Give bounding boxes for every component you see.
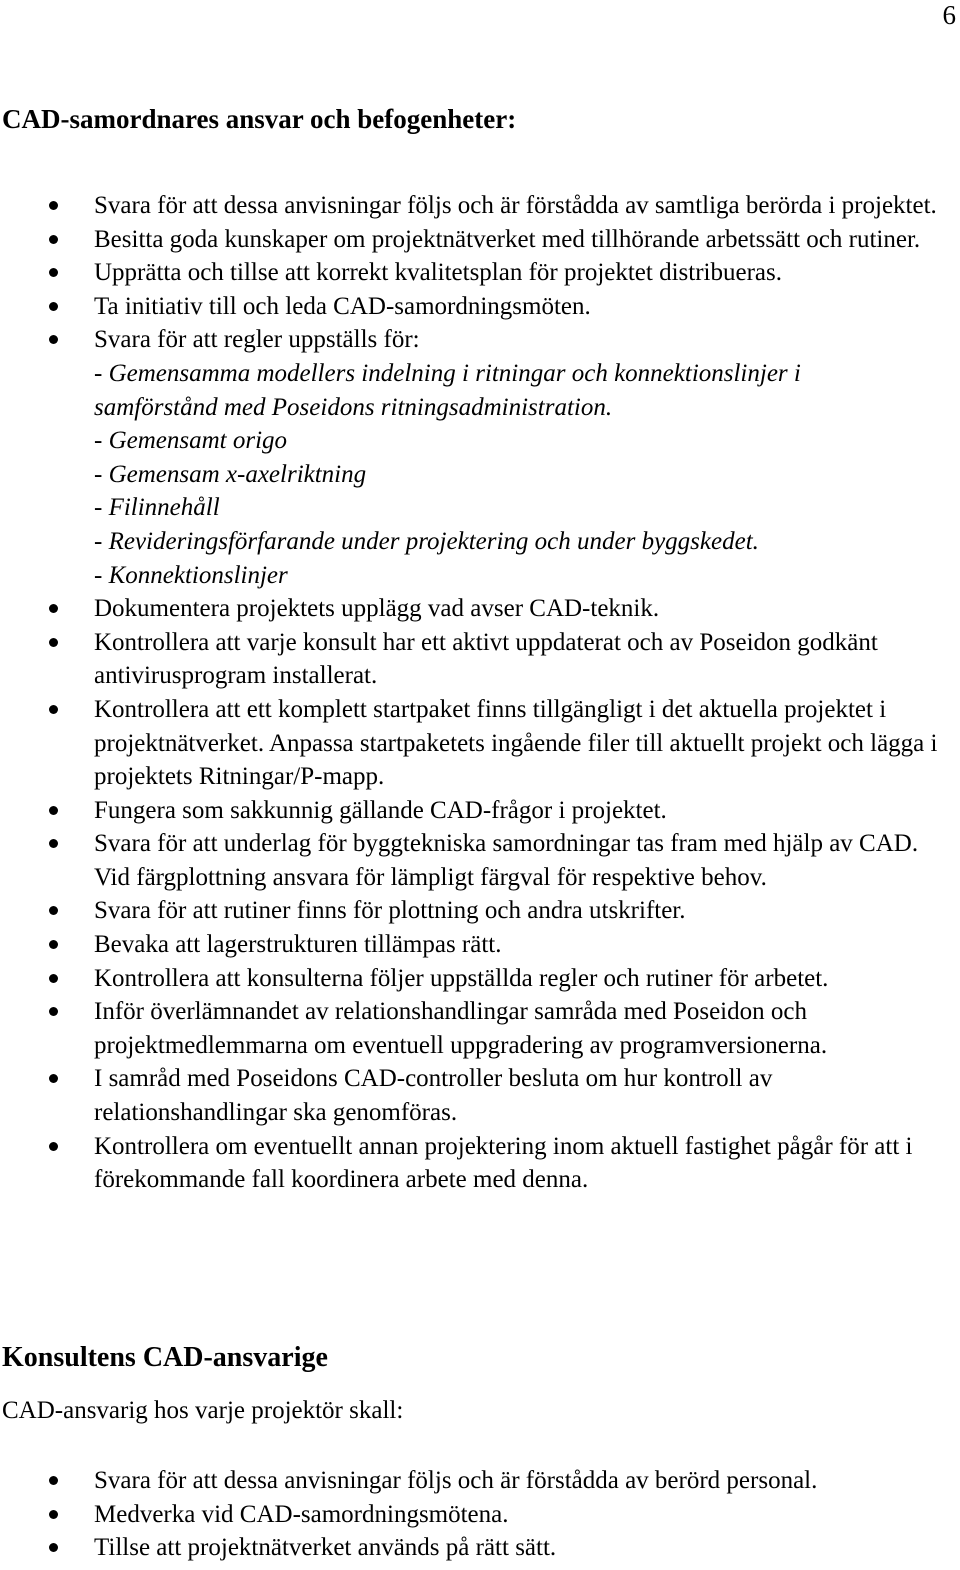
bullet-icon <box>49 839 58 848</box>
rules-subitem: - Gemensamt origo <box>94 427 288 455</box>
list-item <box>0 592 960 626</box>
bullet-icon <box>49 1142 58 1151</box>
list-item <box>0 626 960 693</box>
bullet-icon <box>49 705 58 714</box>
list-item <box>0 256 960 290</box>
list-item-text: Kontrollera att konsulterna följer uppställda regler och rutiner för arbetet. <box>94 964 829 992</box>
bullet-icon <box>49 974 58 983</box>
list-item-text: Svara för att dessa anvisningar följs och är förstådda av berörd personal. <box>94 1467 818 1494</box>
coordinator-responsibilities-list <box>0 189 960 1197</box>
list-item <box>0 1464 960 1498</box>
list-item-text: Svara för att rutiner finns för plottning och andra utskrifter. <box>94 897 686 925</box>
bullet-icon <box>49 1476 58 1485</box>
section-intro: CAD-ansvarig hos varje projektör skall: <box>2 1397 404 1424</box>
list-item <box>0 995 960 1062</box>
list-item-text: Ta initiativ till och leda CAD-samordningsmöten. <box>94 292 591 320</box>
bullet-icon <box>49 604 58 613</box>
bullet-icon <box>49 302 58 311</box>
list-item <box>0 1531 960 1565</box>
section-heading-cad-coordinator: CAD-samordnares ansvar och befogenheter: <box>2 104 517 134</box>
rules-subitem: - Konnektionslinjer <box>94 561 288 589</box>
rules-subitem: - Revideringsförfarande under projektering och under byggskedet. <box>94 527 759 555</box>
list-item <box>0 1130 960 1197</box>
list-item-text: Medverka vid CAD-samordningsmötena. <box>94 1500 509 1528</box>
section-heading-consultant-cad: Konsultens CAD-ansvarige <box>2 1342 328 1373</box>
list-item-text: Svara för att regler uppställs för: <box>94 326 420 354</box>
list-item-text: Bevaka att lagerstrukturen tillämpas rätt. <box>94 931 502 959</box>
list-item <box>0 189 960 223</box>
list-item-text: Kontrollera att ett komplett startpaket finns tillgängligt i det aktuella projektet i projektnätverket. Anpassa startpaketets ingående filer till aktuellt projekt och lägga i projektets Ritningar/P-mapp. <box>94 695 938 791</box>
list-item-text: Inför överlämnandet av relationshandlingar samråda med Poseidon och projektmedlemmarna om eventuell uppgradering av programversionerna. <box>94 998 828 1059</box>
list-item <box>0 928 960 962</box>
rules-subitem: - Gemensam x-axelriktning <box>94 460 367 488</box>
list-item <box>0 794 960 828</box>
rules-subitem: - Gemensamma modellers indelning i ritningar och konnektionslinjer i <box>94 359 801 387</box>
page-number: 6 <box>942 0 956 30</box>
list-item-text: Kontrollera om eventuellt annan projektering inom aktuell fastighet pågår för att i förekommande fall koordinera arbete med denna. <box>94 1132 913 1194</box>
list-item <box>0 693 960 794</box>
list-item <box>0 827 960 894</box>
bullet-icon <box>49 1543 58 1552</box>
list-item <box>0 1498 960 1532</box>
list-item-text: Kontrollera att varje konsult har ett aktivt uppdaterat och av Poseidon godkänt antivirusprogram installerat. <box>94 628 878 690</box>
consultant-responsibilities-list <box>0 1464 960 1565</box>
list-item-text: Fungera som sakkunnig gällande CAD-frågor i projektet. <box>94 796 667 824</box>
bullet-icon <box>49 940 58 949</box>
list-item-text: I samråd med Poseidons CAD-controller besluta om hur kontroll av relationshandlingar ska genomföras. <box>94 1065 773 1127</box>
list-item-text: Tillse att projektnätverket används på rätt sätt. <box>94 1534 557 1562</box>
bullet-icon <box>49 235 58 244</box>
list-item <box>0 1062 960 1129</box>
list-item-rules <box>0 323 960 592</box>
list-item-text: Besitta goda kunskaper om projektnätverket med tillhörande arbetssätt och rutiner. <box>94 225 921 253</box>
rules-subitem-continuation: samförstånd med Poseidons ritningsadministration. <box>94 393 613 421</box>
bullet-icon <box>49 1007 58 1016</box>
bullet-icon <box>49 906 58 915</box>
list-item-text: Svara för att dessa anvisningar följs och är förstådda av samtliga berörda i projektet. <box>94 192 937 219</box>
list-item-text: Dokumentera projektets upplägg vad avser CAD-teknik. <box>94 595 660 623</box>
list-item-text: Upprätta och tillse att korrekt kvalitetsplan för projektet distribueras. <box>94 259 782 287</box>
list-item <box>0 223 960 257</box>
list-item-text: Svara för att underlag för byggtekniska samordningar tas fram med hjälp av CAD. Vid färgplottning ansvara för lämpligt färgval för respektive behov. <box>94 830 919 891</box>
bullet-icon <box>49 806 58 815</box>
bullet-icon <box>49 638 58 647</box>
bullet-icon <box>49 201 58 210</box>
bullet-icon <box>49 268 58 277</box>
list-item <box>0 894 960 928</box>
list-item <box>0 962 960 996</box>
list-item <box>0 290 960 324</box>
bullet-icon <box>49 335 58 344</box>
rules-subitem: - Filinnehåll <box>94 494 220 522</box>
bullet-icon <box>49 1510 58 1519</box>
bullet-icon <box>49 1074 58 1083</box>
